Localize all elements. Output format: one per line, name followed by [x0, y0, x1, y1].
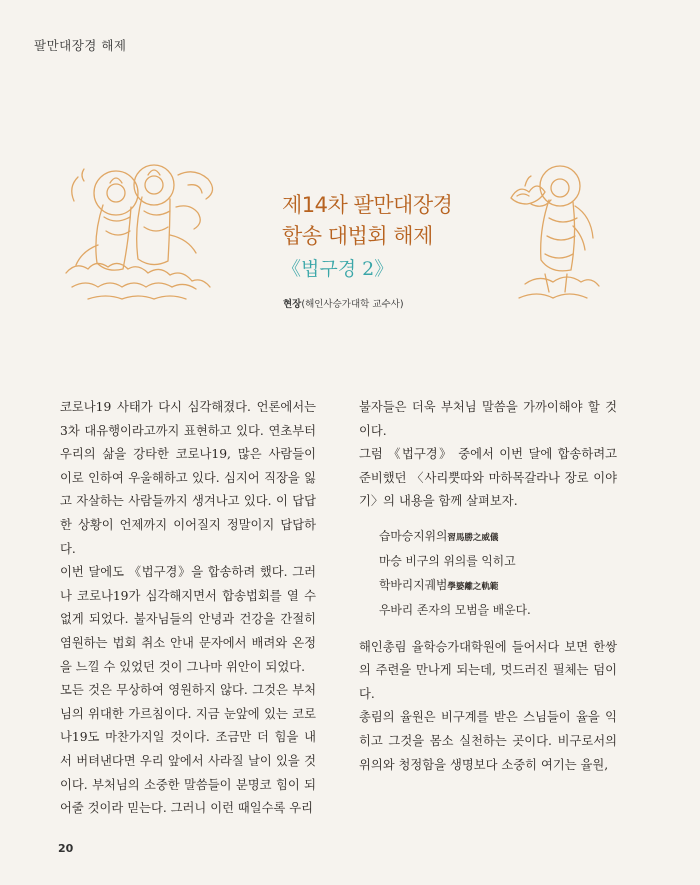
verse-text: 습마승지위의	[379, 528, 448, 543]
body-column-left	[60, 396, 316, 821]
paragraph: 해인총림 율학승가대학원에 들어서다 보면 한쌍의 주련을 만나게 되는데, 멋드러진 필체는 덤이다.	[359, 639, 617, 701]
running-head: 팔만대장경 해제	[34, 38, 127, 53]
article-subtitle: 《법구경 2》	[282, 258, 394, 280]
verse-text: 학바리지궤범	[379, 577, 448, 592]
page-number: 20	[58, 842, 74, 855]
verse-line	[379, 550, 617, 573]
verse-text: 우바리 존자의 모범을 배운다.	[379, 603, 531, 618]
verse-line	[379, 599, 617, 622]
paragraph: 이번 달에도 《법구경》을 합송하려 했다. 그러나 코로나19가 심각해지면서 합송법회를 열 수 없게 되었다. 불자님들의 안녕과 건강을 간절히 염원하는 법회 취소 안내 문자에서 배려와 온정을 느낄 수 있었던 것이 그나마 위안이 되었다.	[60, 565, 316, 674]
verse-quote	[359, 525, 617, 623]
verse-line	[379, 525, 617, 550]
verse-line	[379, 574, 617, 599]
verse-text: 마승 비구의 위의를 익히고	[379, 554, 516, 569]
article-title-line-2: 합송 대법회 해제	[282, 224, 433, 248]
woodblock-figures-illustration	[58, 155, 236, 308]
author-name: 현장	[283, 299, 302, 310]
paragraph: 총림의 율원은 비구계를 받은 스님들이 율을 익히고 그것을 몸소 실천하는 곳이다. 비구로서의 위의와 청정함을 생명보다 소중히 여기는 율원,	[359, 710, 617, 772]
article-title-line-1: 제14차 팔만대장경	[282, 193, 453, 217]
paragraph: 불자들은 더욱 부처님 말씀을 가까이해야 할 것이다.	[359, 400, 617, 438]
verse-hanja: 學婆離之軌範	[447, 581, 499, 592]
body-column-right	[359, 396, 617, 777]
woodblock-figure-illustration	[505, 156, 603, 306]
article-title-block	[282, 190, 502, 284]
paragraph: 그럼 《법구경》 중에서 이번 달에 합송하려고 준비했던 〈사리뿟따와 마하목갈라나 장로 이야기〉의 내용을 함께 살펴보자.	[359, 447, 617, 509]
paragraph: 코로나19 사태가 다시 심각해졌다. 언론에서는 3차 대유행이라고까지 표현하고 있다. 연초부터 우리의 삶을 강타한 코로나19, 많은 사람들이 이로 인하여 우울해하고 있다. 심지어 직장을 잃고 자살하는 사람들까지 생겨나고 있다. 이 답답한 상황이 언제까지 이어질지 정말이지 답답하다.	[60, 400, 316, 556]
author-affiliation: (해인사승가대학 교수사)	[301, 299, 404, 310]
verse-hanja: 習馬勝之威儀	[447, 532, 499, 543]
paragraph: 모든 것은 무상하여 영원하지 않다. 그것은 부처님의 위대한 가르침이다. 지금 눈앞에 있는 코로나19도 마찬가지일 것이다. 조금만 더 힘을 내서 버텨낸다면 우리 앞에서 사라질 날이 있을 것이다. 부처님의 소중한 말씀들이 분명코 힘이 되어줄 것이라 믿는다. 그러니 이런 때일수록 우리	[60, 683, 316, 816]
author-byline	[283, 296, 404, 310]
